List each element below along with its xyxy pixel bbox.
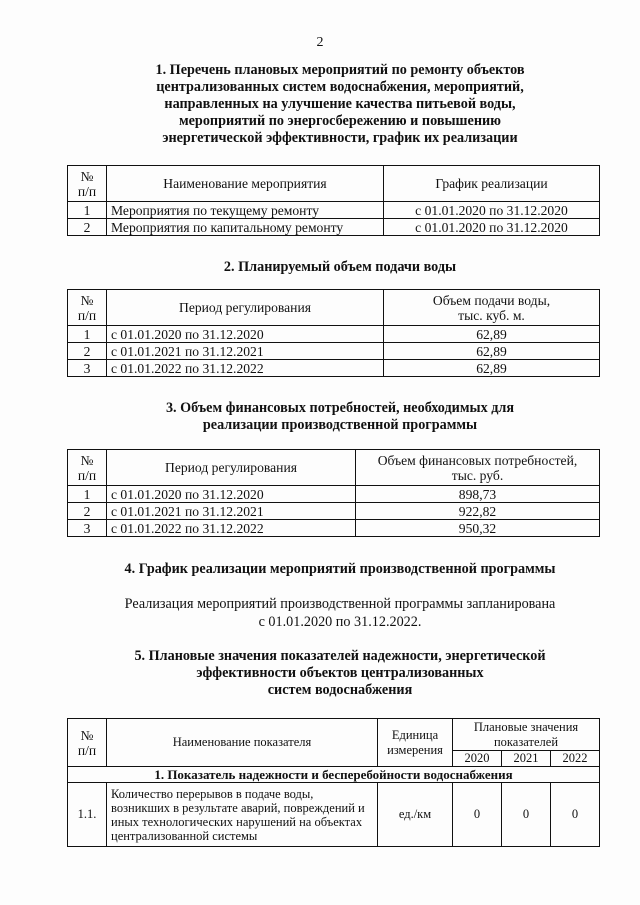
table-row [68,486,600,503]
s5-col-plan: Плановые значения показателей [453,719,600,751]
cell: с 01.01.2020 по 31.12.2020 [107,326,384,343]
section-4-text: Реализация мероприятий производственной программы запланирована с 01.01.2020 по 31.12.2022. [124,596,556,630]
cell: ед./км [378,783,453,847]
s2-table [67,289,600,377]
cell: с 01.01.2022 по 31.12.2022 [107,520,356,537]
s3-col-num: № п/п [68,450,107,486]
cell: 2 [68,503,107,520]
cell: 898,73 [356,486,600,503]
section-1-heading: 1. Перечень плановых мероприятий по ремонту объектов централизованных систем водоснабжения, мероприятий, направленных на улучшение качества питьевой воды, мероприятий по энергосбережению и повышению энергетической эффективности, график их реализации [155,62,525,146]
table-row [68,360,600,377]
s1-col-name: Наименование мероприятия [107,166,384,202]
cell: с 01.01.2020 по 31.12.2020 [107,486,356,503]
s2-col-num: № п/п [68,290,107,326]
section-5-heading: 5. Плановые значения показателей надежности, энергетической эффективности объектов централизованных систем водоснабжения [134,648,546,698]
s5-year-2022: 2022 [550,751,599,767]
section-4-heading: 4. График реализации мероприятий производственной программы [124,561,556,577]
page-number: 2 [316,35,324,50]
s5-col-unit: Единица измерения [378,719,453,767]
s1-col-num: № п/п [68,166,107,202]
cell: 2 [68,219,107,236]
cell: 922,82 [356,503,600,520]
s5-col-num: № п/п [68,719,107,767]
s5-year-2020: 2020 [453,751,502,767]
cell: 0 [501,783,550,847]
cell: с 01.01.2021 по 31.12.2021 [107,343,384,360]
table-row [68,219,600,236]
cell: 3 [68,360,107,377]
s1-col-schedule: График реализации [384,166,600,202]
s3-col-finance: Объем финансовых потребностей, тыс. руб. [356,450,600,486]
table-row [68,343,600,360]
table-row [68,202,600,219]
table-row [68,326,600,343]
cell: 3 [68,520,107,537]
cell: с 01.01.2021 по 31.12.2021 [107,503,356,520]
s5-col-name: Наименование показателя [107,719,378,767]
s1-table [67,165,600,236]
cell: с 01.01.2020 по 31.12.2020 [384,219,600,236]
s5-table [67,718,600,847]
s5-year-2021: 2021 [501,751,550,767]
cell: 950,32 [356,520,600,537]
table-row [68,783,600,847]
s2-col-period: Период регулирования [107,290,384,326]
cell: 1 [68,486,107,503]
cell: с 01.01.2020 по 31.12.2020 [384,202,600,219]
s3-table [67,449,600,537]
cell: 1 [68,202,107,219]
s2-col-volume: Объем подачи воды, тыс. куб. м. [384,290,600,326]
section-2-heading: 2. Планируемый объем подачи воды [223,259,457,275]
table-row [68,520,600,537]
cell: 2 [68,343,107,360]
cell: 1.1. [68,783,107,847]
cell: 62,89 [384,326,600,343]
s3-col-period: Период регулирования [107,450,356,486]
cell: 0 [453,783,502,847]
cell: с 01.01.2022 по 31.12.2022 [107,360,384,377]
cell: Мероприятия по капитальному ремонту [107,219,384,236]
table-row [68,503,600,520]
cell: 62,89 [384,343,600,360]
cell: 62,89 [384,360,600,377]
cell: Мероприятия по текущему ремонту [107,202,384,219]
s5-subsection-heading: 1. Показатель надежности и бесперебойности водоснабжения [68,767,600,783]
section-3-heading: 3. Объем финансовых потребностей, необходимых для реализации производственной программы [165,400,515,433]
cell: Количество перерывов в подаче воды, возникших в результате аварий, повреждений и иных технологических нарушений на объектах централизованной системы [107,783,378,847]
cell: 1 [68,326,107,343]
cell: 0 [550,783,599,847]
